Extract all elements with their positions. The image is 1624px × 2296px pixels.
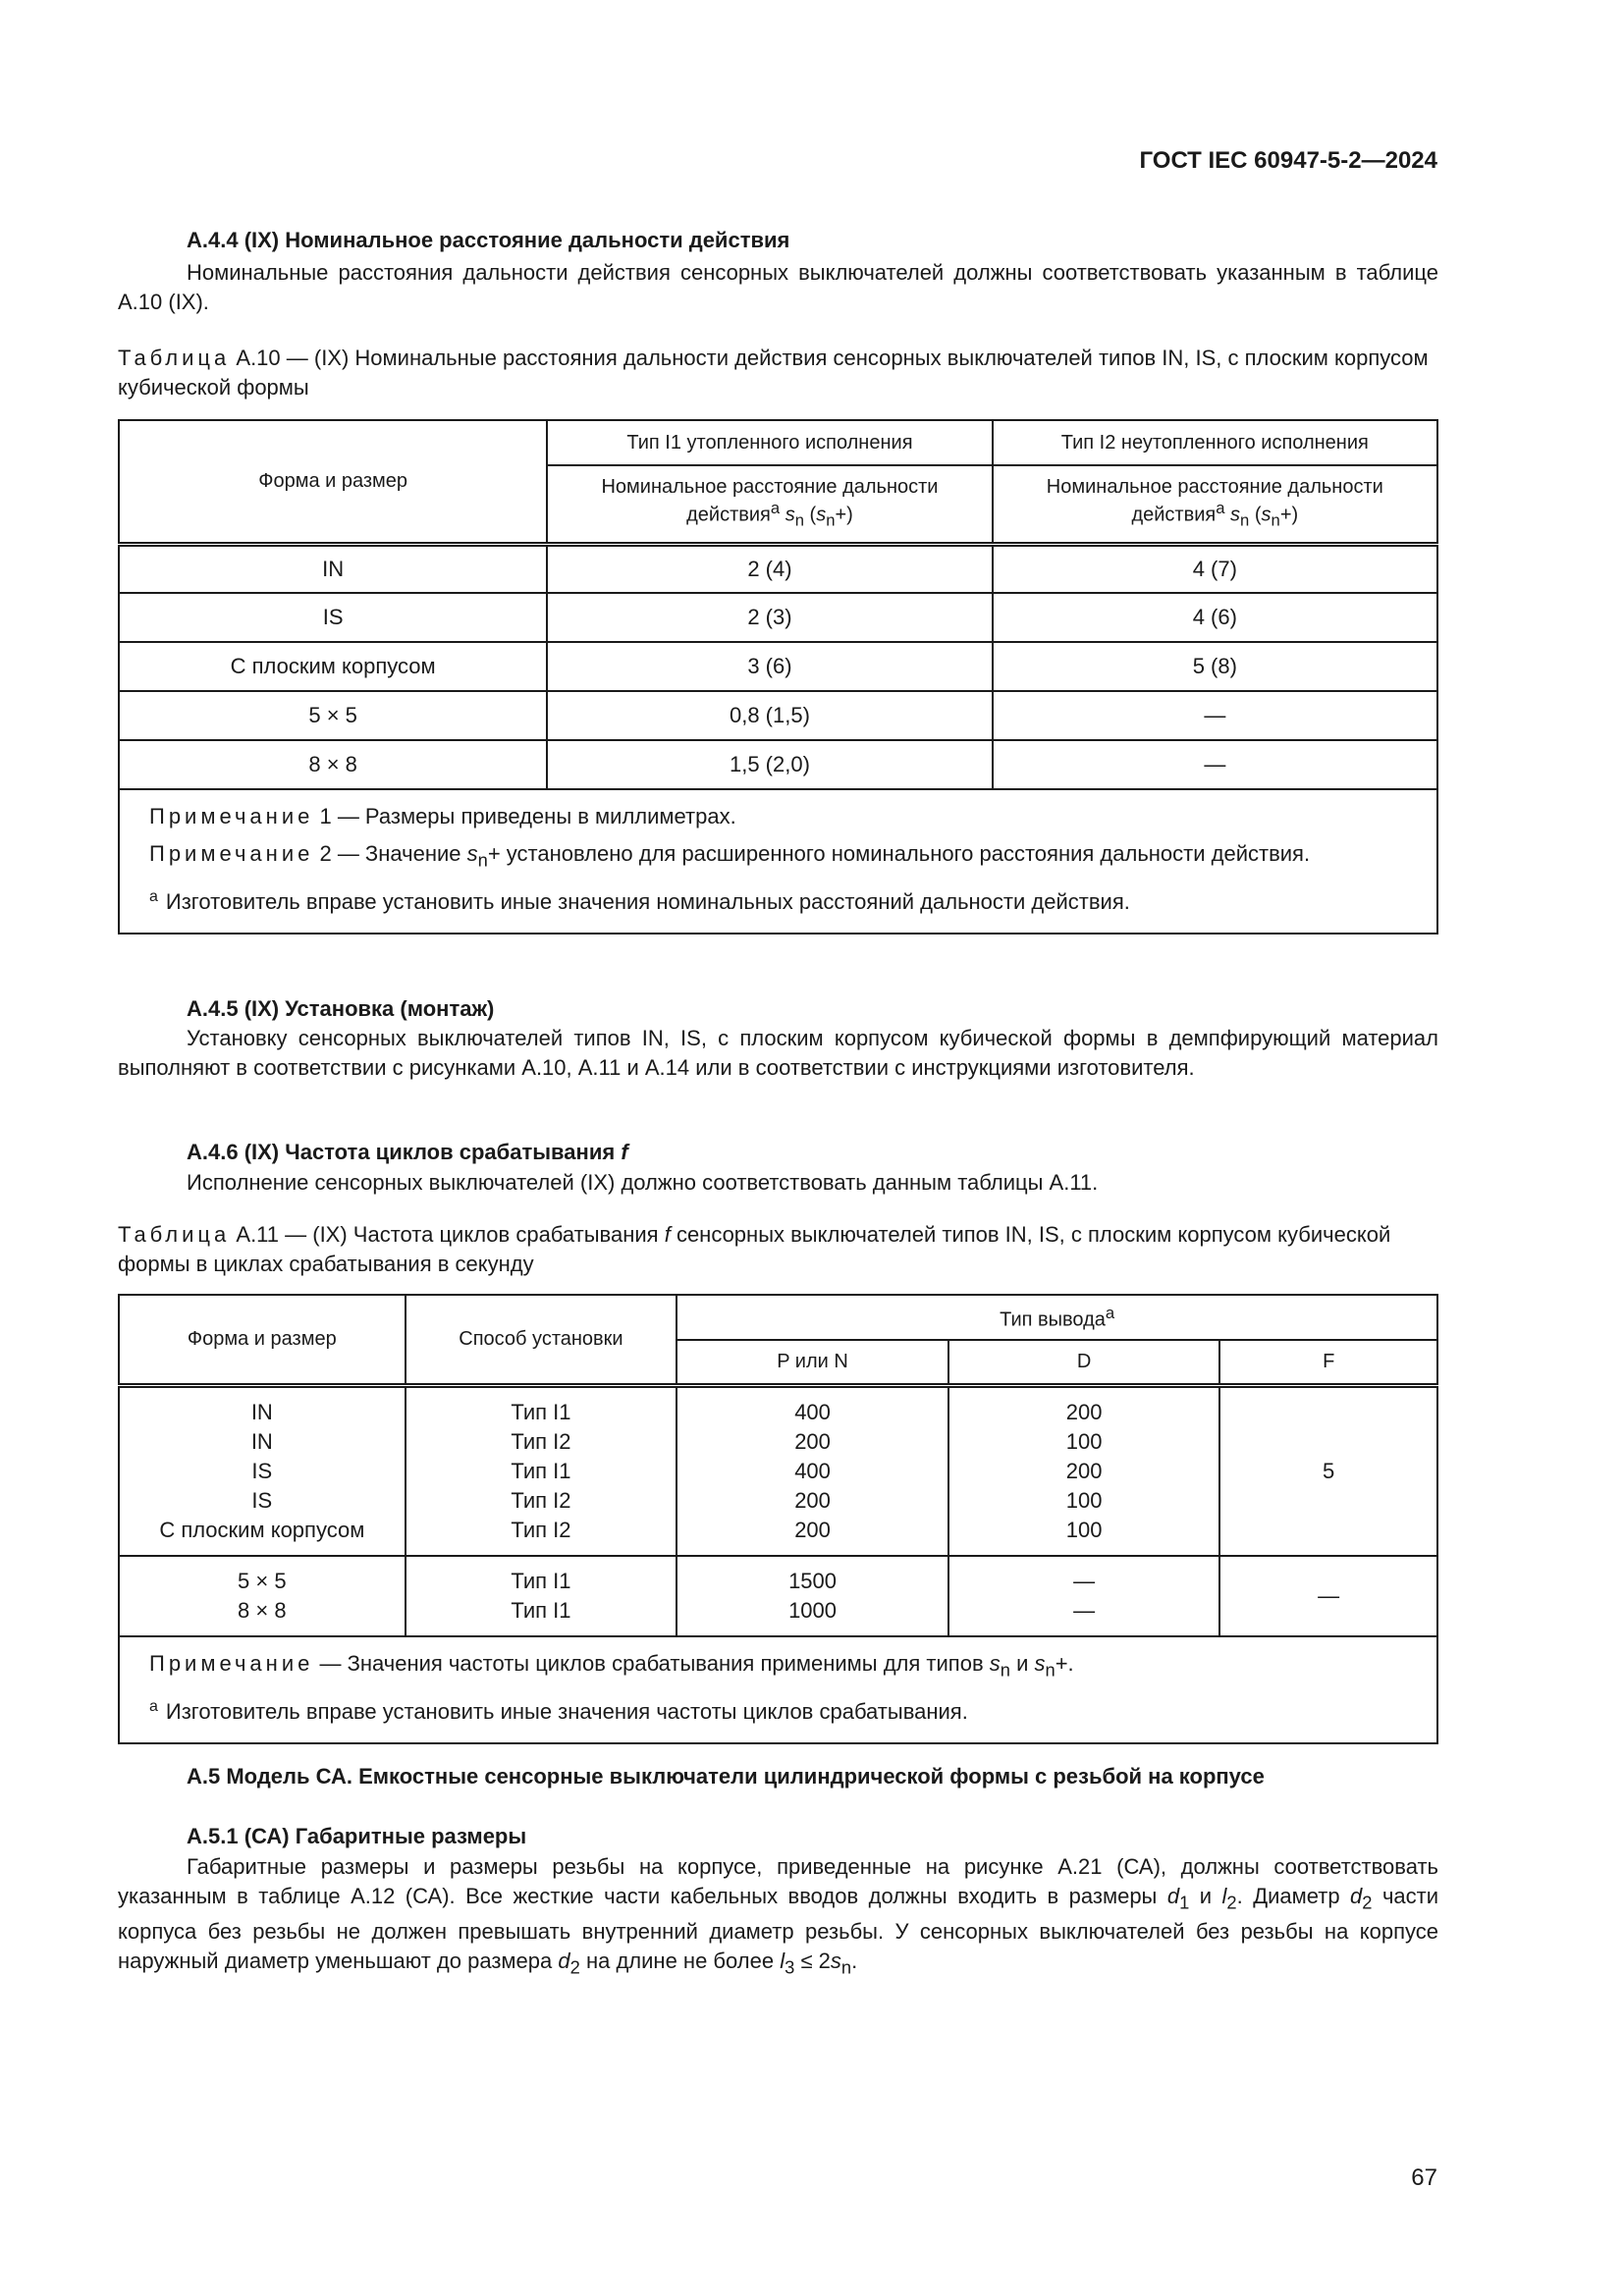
table-a11-group2-form: 5 × 5 8 × 8 — [119, 1556, 406, 1636]
table-a10-caption: Таблица А.10 — (IX) Номинальные расстояния дальности действия сенсорных выключателей типов IN, IS, с плоским корпусом кубической формы — [118, 346, 1429, 400]
section-a44-heading: А.4.4 (IX) Номинальное расстояние дальности действия — [187, 228, 790, 252]
table-a11-group1-mount: Тип I1 Тип I2 Тип I1 Тип I2 Тип I2 — [406, 1385, 677, 1556]
table-a11-footnote: а Изготовитель вправе установить иные значения частоты циклов срабатывания. — [149, 1697, 968, 1724]
table-a11-notes — [119, 1636, 1437, 1743]
table-row: IN 2 (4) 4 (7) — [119, 544, 1437, 593]
table-a11-header-p-or-n: P или N — [677, 1340, 948, 1385]
table-a10-footnote: а Изготовитель вправе установить иные значения номинальных расстояний дальности действия. — [149, 888, 1130, 915]
table-a11-header-f: F — [1219, 1340, 1437, 1385]
table-row: 5 × 5 0,8 (1,5) — — [119, 691, 1437, 740]
table-row: 8 × 8 1,5 (2,0) — — [119, 740, 1437, 789]
table-a11-header-d: D — [948, 1340, 1220, 1385]
section-a51-heading: А.5.1 (СА) Габаритные размеры — [187, 1824, 527, 1848]
table-a10-header-form: Форма и размер — [119, 420, 547, 544]
section-a45-heading: А.4.5 (IX) Установка (монтаж) — [187, 996, 495, 1021]
table-a10-header-i1: Тип I1 утопленного исполнения — [547, 420, 992, 465]
table-a10-notes — [119, 789, 1437, 934]
table-a11-caption: Таблица А.11 — (IX) Частота циклов срабатывания f сенсорных выключателей типов IN, IS, с плоским корпусом кубической формы в циклах срабатывания в секунду — [118, 1222, 1391, 1276]
table-a10-note-2: Примечание 2 — Значение $s_n+$ установлено для расширенного номинального расстояния дальности действия. — [149, 841, 1311, 871]
table-a11-group1-f: 5 — [1219, 1385, 1437, 1556]
table-a11 — [118, 1294, 1438, 1744]
table-a11-group1-d: 200 100 200 100 100 — [948, 1385, 1220, 1556]
table-a11-group1-pn: 400 200 400 200 200 — [677, 1385, 948, 1556]
table-a10 — [118, 419, 1438, 934]
table-a10-note-1: Примечание 1 — Размеры приведены в миллиметрах. — [149, 804, 736, 828]
table-a11-header-form: Форма и размер — [119, 1295, 406, 1385]
document-code: ГОСТ IEC 60947-5-2—2024 — [1139, 147, 1437, 174]
section-a44-text: Номинальные расстояния дальности действия сенсорных выключателей должны соответствовать указанным в таблице А.10 (IX). — [118, 260, 1438, 314]
table-a11-group2-pn: 1500 1000 — [677, 1556, 948, 1636]
page-number: 67 — [1411, 2164, 1437, 2191]
table-a11-group2-d: — — — [948, 1556, 1220, 1636]
section-a45-text: Установку сенсорных выключателей типов IN, IS, с плоским корпусом кубической формы в демпфирующий материал выполняют в соответствии с рисунками А.10, А.11 и А.14 или в соответствии с инструкциями изготовителя. — [118, 1026, 1438, 1080]
section-a51-text: Габаритные размеры и размеры резьбы на корпусе, приведенные на рисунке А.21 (СА), должны соответствовать указанным в таблице А.12 (СА). Все жесткие части кабельных вводов должны входить в размеры $d_1$ и $l_2$. Диаметр $d_2$ части корпуса без резьбы не должен превышать внутренний диаметр резьбы. У сенсорных выключателей без резьбы на корпусе наружный диаметр уменьшают до размера $d_2$ на длине не более $l_3 \le 2s_n$. — [118, 1854, 1439, 1978]
section-a46-heading: А.4.6 (IX) Частота циклов срабатывания f — [187, 1140, 628, 1164]
table-a11-group2-f: — — [1219, 1556, 1437, 1636]
table-row: IS 2 (3) 4 (6) — [119, 593, 1437, 642]
table-a11-header-output: Тип вывода$^а$ — [677, 1295, 1437, 1340]
table-row — [119, 1556, 1437, 1636]
table-a11-note: Примечание — Значения частоты циклов срабатывания применимы для типов $s_n$ и $s_n+$. — [149, 1650, 1074, 1680]
table-a10-header-sn-i1: Номинальное расстояние дальности действия$^а$ $s_n$ $(s_n+)$ — [547, 465, 992, 544]
section-a5-heading: А.5 Модель СА. Емкостные сенсорные выключатели цилиндрической формы с резьбой на корпусе — [187, 1764, 1265, 1789]
section-a46-text: Исполнение сенсорных выключателей (IX) должно соответствовать данным таблицы А.11. — [187, 1170, 1099, 1195]
table-a11-header-mount: Способ установки — [406, 1295, 677, 1385]
table-a11-group1-form: IN IN IS IS С плоским корпусом — [119, 1385, 406, 1556]
table-row — [119, 1385, 1437, 1556]
table-a10-header-i2: Тип I2 неутопленного исполнения — [993, 420, 1437, 465]
table-a10-header-sn-i2: Номинальное расстояние дальности действия$^а$ $s_n$ $(s_n+)$ — [993, 465, 1437, 544]
table-a11-group2-mount: Тип I1 Тип I1 — [406, 1556, 677, 1636]
table-row: С плоским корпусом 3 (6) 5 (8) — [119, 642, 1437, 691]
